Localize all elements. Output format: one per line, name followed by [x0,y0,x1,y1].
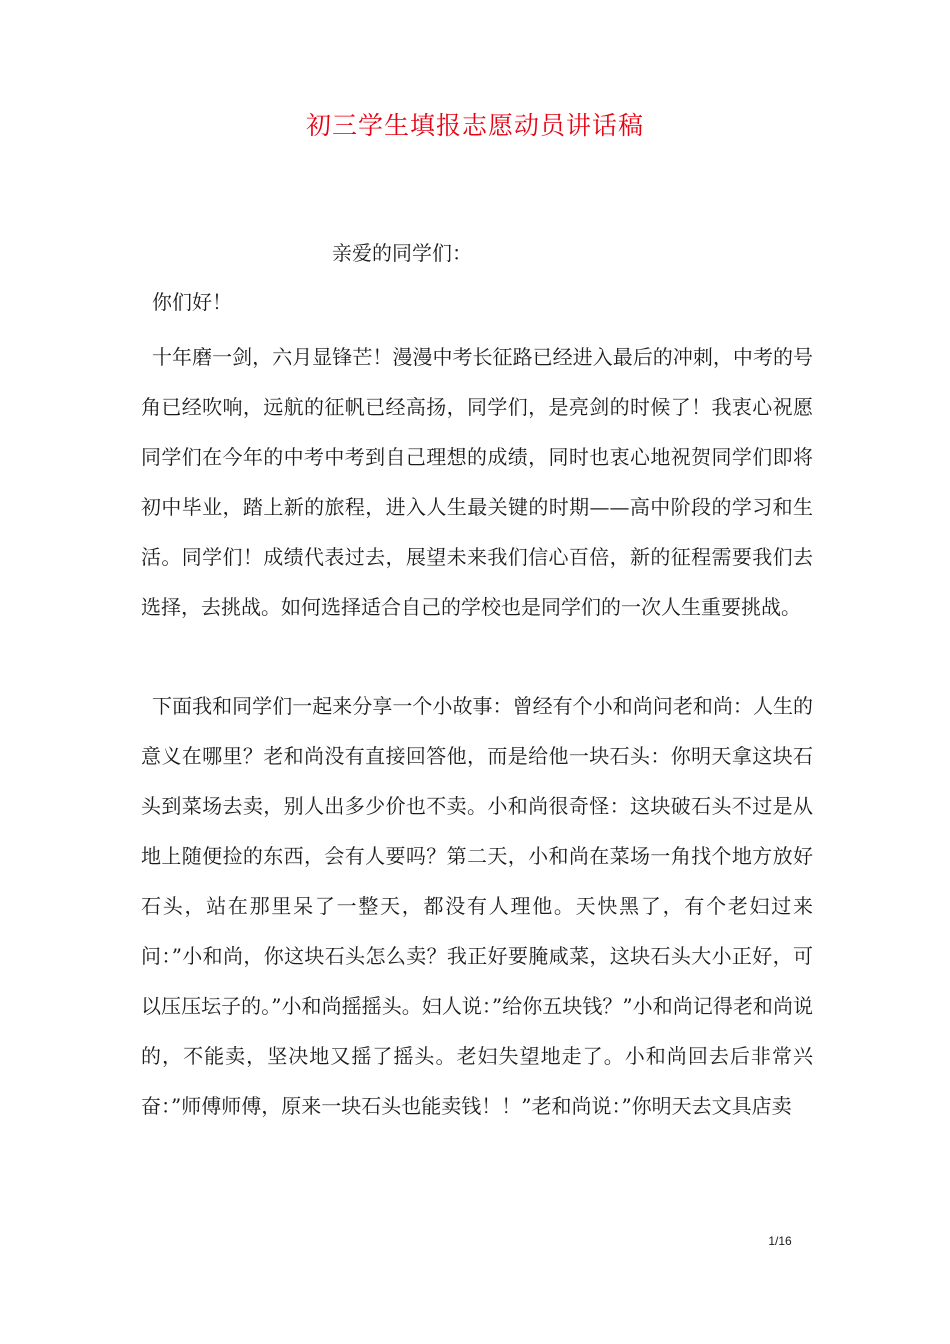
body-paragraph [141,332,813,632]
page-title: 初三学生填报志愿动员讲话稿 [305,111,644,140]
body-paragraph-text: 下面我和同学们一起来分享一个小故事：曾经有个小和尚问老和尚：人生的意义在哪里？老和尚没有直接回答他，而是给他一块石头：你明天拿这块石头到菜场去卖，别人出多少价也不卖。小和尚很奇怪：这块破石头不过是从地上随便捡的东西，会有人要吗？第二天，小和尚在菜场一角找个地方放好石头，站在那里呆了一整天，都没有人理他。天快黑了，有个老妇过来问：”小和尚，你这块石头怎么卖？我正好要腌咸菜，这块石头大小正好，可以压压坛子的。”小和尚摇摇头。妇人说：”给你五块钱？”小和尚记得老和尚说的，不能卖，坚决地又摇了摇头。老妇失望地走了。小和尚回去后非常兴奋：”师傅师傅，原来一块石头也能卖钱！！”老和尚说：”你明天去文具店卖 [141,694,813,1118]
greeting: 你们好！ [152,290,232,314]
body-paragraph-text: 十年磨一剑，六月显锋芒！漫漫中考长征路已经进入最后的冲刺，中考的号角已经吹响，远航的征帆已经高扬，同学们，是亮剑的时候了！我衷心祝愿同学们在今年的中考中考到自己理想的成绩，同时也衷心地祝贺同学们即将初中毕业，踏上新的旅程，进入人生最关键的时期——高中阶段的学习和生活。同学们！成绩代表过去，展望未来我们信心百倍，新的征程需要我们去选择，去挑战。如何选择适合自己的学校也是同学们的一次人生重要挑战。 [141,345,813,619]
salutation: 亲爱的同学们： [332,241,472,265]
body-paragraph [141,681,813,1131]
page-number: 1/16 [768,1234,792,1248]
